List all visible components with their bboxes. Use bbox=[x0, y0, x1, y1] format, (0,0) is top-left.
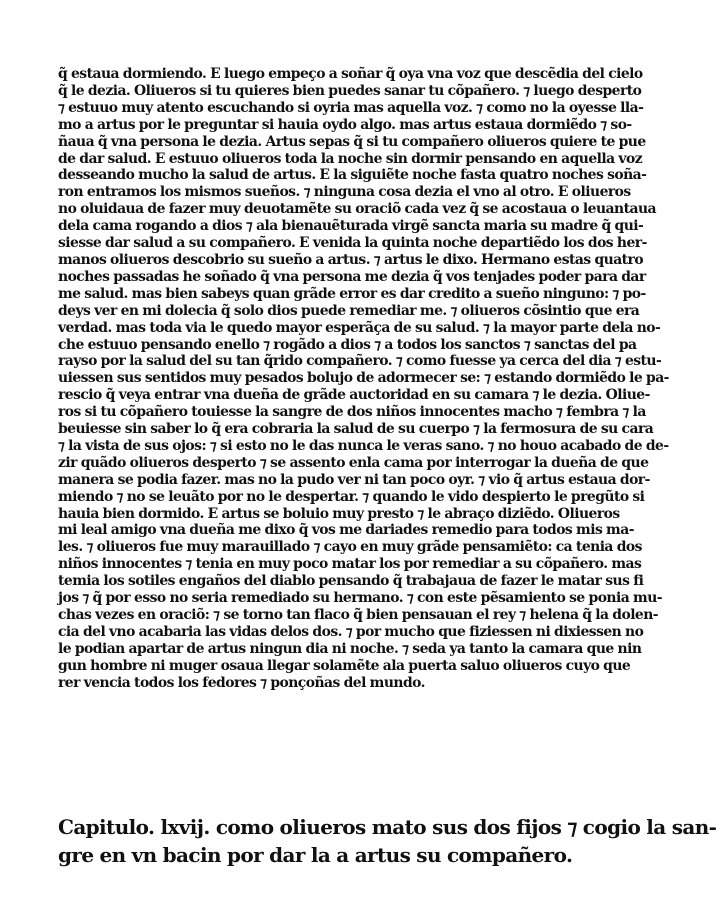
body-text-line: siesse dar salud a su compañero. E venida la quinta noche departiẽdo los dos her- bbox=[58, 235, 647, 252]
chapter-heading-line-1: Capitulo. lxvij. como oliueros mato sus dos fijos ⁊ cogio la san- bbox=[58, 815, 716, 839]
body-text-line: q̃ le dezia. Oliueros si tu quieres bien puedes sanar tu cõpañero. ⁊ luego desperto bbox=[58, 82, 642, 99]
body-text-line: rescio q̃ veya entrar vna dueña de grãde auctoridad en su camara ⁊ le dezia. Oliue- bbox=[58, 387, 650, 404]
chapter-heading-line-2: gre en vn bacin por dar la a artus su compañero. bbox=[58, 843, 573, 867]
body-text-line: uiessen sus sentidos muy pesados bolujo de adormecer se: ⁊ estando dormiẽdo le pa- bbox=[58, 370, 669, 387]
body-text-line: beuiesse sin saber lo q̃ era cobraria la salud de su cuerpo ⁊ la fermosura de su cara bbox=[58, 421, 654, 438]
body-text-line: chas vezes en oraciõ: ⁊ se torno tan flaco q̃ bien pensauan el rey ⁊ helena q̃ la dolen- bbox=[58, 607, 659, 623]
body-text-line: gun hombre ni muger osaua llegar solamẽte ala puerta saluo oliueros cuyo que bbox=[58, 657, 631, 674]
body-text-line: de dar salud. E estuuo oliueros toda la noche sin dormir pensando en aquella voz bbox=[58, 150, 643, 167]
body-text-line: verdad. mas toda via le quedo mayor esperãça de su salud. ⁊ la mayor parte dela no- bbox=[58, 319, 661, 336]
body-text-line: ñaua q̃ vna persona le dezia. Artus sepas q̃ si tu compañero oliueros quiere te pue bbox=[58, 133, 646, 150]
body-text-line: ron entramos los mismos sueños. ⁊ ninguna cosa dezia el vno al otro. E oliueros bbox=[58, 184, 631, 201]
body-text-line: manera se podia fazer. mas no la pudo ver ni tan poco oyr. ⁊ vio q̃ artus estaua dor- bbox=[58, 471, 650, 488]
body-text-line: le podian apartar de artus ningun dia ni noche. ⁊ seda ya tanto la camara que nin bbox=[58, 640, 642, 657]
body-text-line: niños innocentes ⁊ tenia en muy poco matar los por remediar a su cõpañero. mas bbox=[58, 556, 642, 573]
body-text-line: desseando mucho la salud de artus. E la siguiẽte noche fasta quatro noches soña- bbox=[58, 167, 647, 184]
body-text-line: zir quãdo oliueros desperto ⁊ se assento enla cama por interrogar la dueña de que bbox=[58, 454, 649, 471]
body-text-line: me salud. mas bien sabeys quan grãde error es dar credito a sueño ninguno: ⁊ po- bbox=[58, 285, 646, 302]
body-text-block bbox=[58, 66, 669, 692]
body-text-line: q̃ estaua dormiendo. E luego empeço a soñar q̃ oya vna voz que descẽdia del cielo bbox=[58, 66, 643, 82]
body-text-line: miendo ⁊ no se leuãto por no le despertar. ⁊ quando le vido despierto le pregũto si bbox=[58, 488, 645, 505]
body-text-line: dela cama rogando a dios ⁊ ala bienauẽturada virgẽ sancta maria su madre q̃ qui- bbox=[58, 218, 644, 235]
chapter-heading bbox=[58, 813, 716, 869]
body-text-line: ros si tu cõpañero touiesse la sangre de dos niños innocentes macho ⁊ fembra ⁊ la bbox=[58, 404, 646, 421]
body-text-line: mi leal amigo vna dueña me dixo q̃ vos me dariades remedio para todos mis ma- bbox=[58, 522, 634, 539]
body-text-line: ⁊ la vista de sus ojos: ⁊ si esto no le das nunca le veras sano. ⁊ no houo acabado de de- bbox=[58, 437, 669, 454]
body-text-line: hauia bien dormido. E artus se boluio muy presto ⁊ le abraço diziẽdo. Oliueros bbox=[58, 505, 620, 522]
body-text-line: no oluidaua de fazer muy deuotamẽte su oraciõ cada vez q̃ se acostaua o leuantaua bbox=[58, 201, 656, 218]
body-text-line: ⁊ estuuo muy atento escuchando si oyria mas aquella voz. ⁊ como no la oyesse lla- bbox=[58, 99, 644, 116]
body-text-line: cia del vno acabaria las vidas delos dos. ⁊ por mucho que fiziessen ni dixiessen no bbox=[58, 623, 644, 640]
body-text-line: manos oliueros descobrio su sueño a artus. ⁊ artus le dixo. Hermano estas quatro bbox=[58, 251, 644, 268]
body-text-line: rayso por la salud del su tan q̃rido compañero. ⁊ como fuesse ya cerca del dia ⁊ estu- bbox=[58, 353, 662, 370]
body-text-line: deys ver en mi dolecia q̃ solo dios puede remediar me. ⁊ oliueros cõsintio que era bbox=[58, 302, 640, 319]
body-text-line: mo a artus por le preguntar si hauia oydo algo. mas artus estaua dormiẽdo ⁊ so- bbox=[58, 116, 632, 133]
body-text-line: temia los sotiles engaños del diablo pensando q̃ trabajaua de fazer le matar sus fi bbox=[58, 573, 644, 590]
body-text-line: rer vencia todos los fedores ⁊ ponçoñas del mundo. bbox=[58, 674, 425, 691]
body-text-line: che estuuo pensando enello ⁊ rogãdo a dios ⁊ a todos los sanctos ⁊ sanctas del pa bbox=[58, 336, 637, 353]
body-text-line: noches passadas he soñado q̃ vna persona me dezia q̃ vos tenjades poder para dar bbox=[58, 268, 646, 285]
body-text-line: jos ⁊ q̃ por esso no seria remediado su hermano. ⁊ con este pẽsamiento se ponia mu- bbox=[58, 590, 663, 607]
body-text-line: les. ⁊ oliueros fue muy marauillado ⁊ cayo en muy grãde pensamiẽto: ca tenia dos bbox=[58, 539, 642, 556]
